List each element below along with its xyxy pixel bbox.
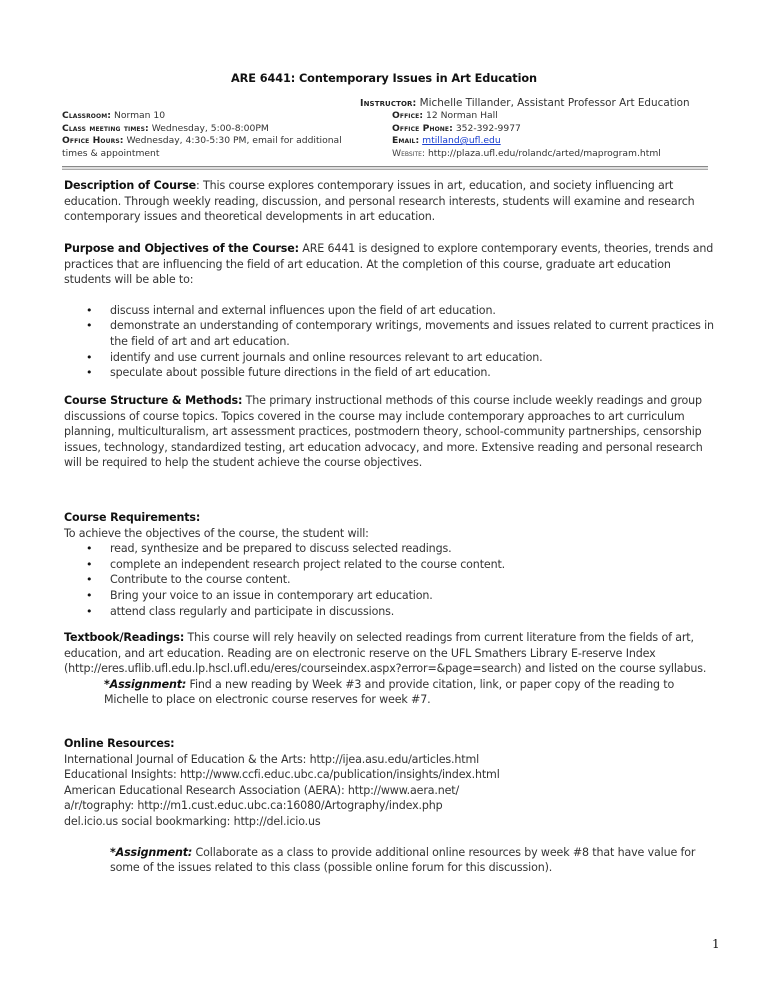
requirements-section xyxy=(64,510,714,619)
textbook-text: This course will rely heavily on selected readings from current literature from the fields of art, education, and art education. Reading are on electronic reserve on the UFL Smathers Library E-reserve Index (http://eres.uflib.ufl.edu.lp.hscl.ufl.edu/eres/courseindex.aspx?error=&page=search) and listed on the course syllabus. xyxy=(64,631,707,676)
office-value: 12 Norman Hall xyxy=(426,110,498,121)
purpose-section xyxy=(64,241,714,381)
meeting-times-value: Wednesday, 5:00-8:00PM xyxy=(151,122,269,134)
list-item: • complete an independent research project related to the course content. xyxy=(64,557,714,573)
instructor-label: Instructor: xyxy=(360,98,417,109)
structure-heading: Course Structure & Methods: xyxy=(64,394,243,407)
header-divider xyxy=(62,166,708,170)
instructor-value: Michelle Tillander, Assistant Professor Art Education xyxy=(419,97,690,109)
requirements-intro: To achieve the objectives of the course, the student will: xyxy=(64,526,369,540)
office-label: Office: xyxy=(392,110,424,121)
structure-section xyxy=(64,393,714,471)
description-heading: Description of Course xyxy=(64,179,197,192)
instructor-contact xyxy=(392,110,752,160)
requirements-heading: Course Requirements: xyxy=(64,511,201,524)
assignment-text: Collaborate as a class to provide additional online resources by week #8 that have value for some of the issues related to this class (possible online forum for this discussion). xyxy=(110,845,696,875)
office-hours-value: Wednesday, 4:30-5:30 PM, email for additional times & appointment xyxy=(62,135,342,159)
office-hours-label: Office Hours: xyxy=(62,135,124,146)
structure-text: The primary instructional methods of this course include weekly readings and group discussions of course topics. Topics covered in the course may include contemporary approaches to art curriculum planning, multiculturalism, art assessment practices, postmodern theory, school-community partnerships, censorship issues, technology, standardized testing, art education advocacy, and more. Extensive reading and personal research will be required to help the student achieve the course objectives. xyxy=(64,394,703,470)
list-item: • Bring your voice to an issue in contemporary art education. xyxy=(64,588,714,604)
page-number: 1 xyxy=(712,937,720,951)
classroom-row xyxy=(62,110,362,123)
meeting-times-row xyxy=(62,123,362,136)
office-row xyxy=(392,110,752,123)
class-info xyxy=(62,110,362,160)
list-item: • Contribute to the course content. xyxy=(64,572,714,588)
list-item: • discuss internal and external influences upon the field of art education. xyxy=(64,303,714,319)
resource-item: del.icio.us social bookmarking: http://del.icio.us xyxy=(64,814,321,828)
email-label: Email: xyxy=(392,135,420,146)
list-item: • read, synthesize and be prepared to discuss selected readings. xyxy=(64,541,714,557)
purpose-heading: Purpose and Objectives of the Course: xyxy=(64,242,299,255)
classroom-value: Norman 10 xyxy=(113,110,166,121)
online-assignment xyxy=(64,845,714,876)
requirements-list xyxy=(64,541,714,619)
list-item: • attend class regularly and participate in discussions. xyxy=(64,604,714,620)
office-hours-row xyxy=(62,135,362,160)
instructor-line xyxy=(360,97,690,109)
resource-item: International Journal of Education & the Arts: http://ijea.asu.edu/articles.html xyxy=(64,752,480,766)
resource-item: Educational Insights: http://www.ccfi.educ.ubc.ca/publication/insights/index.html xyxy=(64,768,500,782)
website-value: http://plaza.ufl.edu/rolandc/arted/maprogram.html xyxy=(427,147,661,159)
resource-item: American Educational Research Association (AERA): http://www.aera.net/ xyxy=(64,783,460,797)
objectives-list xyxy=(64,303,714,381)
list-item: • identify and use current journals and online resources relevant to art education. xyxy=(64,350,714,366)
online-heading: Online Resources: xyxy=(64,737,175,750)
website-row xyxy=(392,148,752,161)
resource-item: a/r/tography: http://m1.cust.educ.ubc.ca:16080/Artography/index.php xyxy=(64,799,443,813)
list-item: • speculate about possible future directions in the field of art education. xyxy=(64,365,714,381)
document-title: ARE 6441: Contemporary Issues in Art Education xyxy=(231,72,537,85)
assignment-label: *Assignment: xyxy=(110,845,193,859)
phone-label: Office Phone: xyxy=(392,122,453,134)
textbook-heading: Textbook/Readings: xyxy=(64,631,185,644)
list-item: • demonstrate an understanding of contemporary writings, movements and issues related to current practices in the field of art and art education. xyxy=(64,318,714,349)
purpose-text: ARE 6441 is designed to explore contemporary events, theories, trends and practices that are influencing the field of art education. At the completion of this course, graduate art education students will be able to: xyxy=(64,242,714,287)
website-label: Website: xyxy=(392,147,426,159)
email-link[interactable]: mtilland@ufl.edu xyxy=(422,135,501,146)
textbook-assignment xyxy=(64,677,714,708)
classroom-label: Classroom: xyxy=(62,110,112,121)
phone-row xyxy=(392,123,752,136)
assignment-text: Find a new reading by Week #3 and provide citation, link, or paper copy of the reading to Michelle to place on electronic course reserves for week #7. xyxy=(104,677,675,707)
meeting-times-label: Class meeting times: xyxy=(62,122,149,134)
description-text: : This course explores contemporary issues in art, education, and society influencing art education. Through weekly reading, discussion, and personal research interests, students will examine and research contemporary issues and theoretical developments in art education. xyxy=(64,179,695,224)
online-resources-section xyxy=(64,736,714,876)
email-row xyxy=(392,135,752,148)
textbook-section xyxy=(64,630,714,708)
phone-value: 352-392-9977 xyxy=(455,122,521,134)
assignment-label: *Assignment: xyxy=(104,677,187,691)
description-section xyxy=(64,178,714,225)
